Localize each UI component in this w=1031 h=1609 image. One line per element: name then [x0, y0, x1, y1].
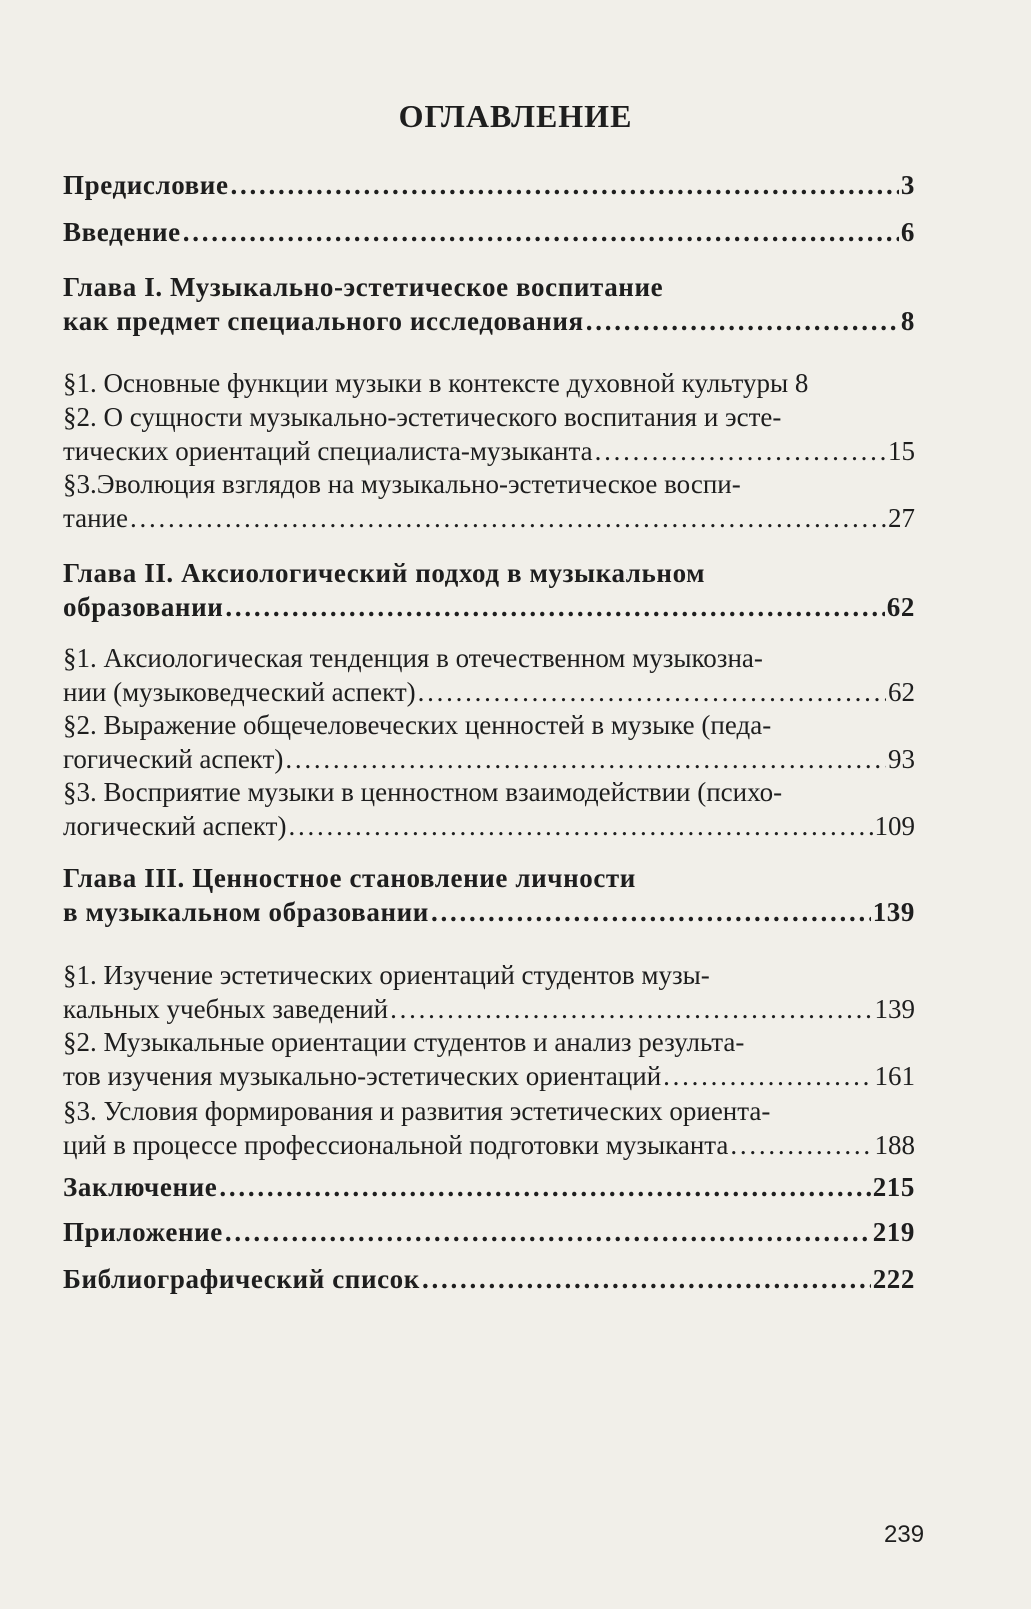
toc-entry-text: нии (музыковедческий аспект): [63, 677, 416, 707]
page-number: 239: [884, 1521, 925, 1548]
toc-entry: [63, 1170, 915, 1204]
toc-entry-text: §3. Восприятие музыки в ценностном взаимодействии (психо-: [63, 777, 783, 807]
toc-entry-text: §2. О сущности музыкально-эстетического воспитания и эсте-: [63, 402, 782, 432]
toc-page-number: 3: [900, 170, 915, 200]
toc-entry: [63, 467, 915, 535]
toc-entry-last-line: [63, 501, 915, 535]
dot-leader: [595, 434, 886, 468]
toc-entry: [63, 400, 915, 468]
toc-page-number: 8: [900, 306, 915, 336]
toc-entry-text: тание: [63, 503, 128, 533]
dot-leader: [586, 304, 899, 338]
toc-entry: [63, 556, 915, 624]
toc-entry: [63, 1094, 915, 1162]
toc-entry-text: тических ориентаций специалиста-музыканта: [63, 436, 593, 466]
toc-entry-last-line: [63, 434, 915, 468]
toc-page-number: 161: [874, 1061, 915, 1091]
toc-entry-last-line: [63, 168, 915, 202]
dot-leader: [390, 992, 872, 1026]
toc-page-number: 219: [872, 1217, 915, 1247]
toc-entry: [63, 215, 915, 249]
toc-entry-text: ций в процессе профессиональной подготовки музыканта: [63, 1130, 729, 1160]
toc-page-number: 139: [872, 897, 915, 927]
dot-leader: [183, 215, 899, 249]
toc-entry-text: Предисловие: [63, 170, 229, 200]
page-title: ОГЛАВЛЕНИЕ: [398, 98, 633, 134]
toc-entry-text: Заключение: [63, 1172, 218, 1202]
toc-entry-last-line: [63, 1170, 915, 1204]
toc-entry-last-line: [63, 742, 915, 776]
toc-page-number: 188: [874, 1130, 915, 1160]
toc-entry-text: образовании: [63, 592, 224, 622]
toc-entry: [63, 861, 915, 929]
toc-entry-text: §3. Условия формирования и развития эстетических ориента-: [63, 1096, 771, 1126]
toc-entry-text: гогический аспект): [63, 744, 284, 774]
toc-entry: [63, 775, 915, 843]
toc-entry: [63, 641, 915, 709]
toc-entry-text: §1. Основные функции музыки в контексте духовной культуры 8: [63, 368, 809, 398]
toc-entry-text: Введение: [63, 217, 181, 247]
toc-entry-text: логический аспект): [63, 811, 287, 841]
dot-leader: [288, 809, 872, 843]
toc-page-number: 62: [888, 677, 915, 707]
toc-entry-text: как предмет специального исследования: [63, 306, 584, 336]
toc-entry-text: §1. Аксиологическая тенденция в отечественном музыкозна-: [63, 643, 763, 673]
toc-entry: [63, 1215, 915, 1249]
dot-leader: [225, 1215, 871, 1249]
toc-entry-last-line: [63, 675, 915, 709]
toc-entry-text: тов изучения музыкально-эстетических ориентаций: [63, 1061, 662, 1091]
toc-page-number: 6: [900, 217, 915, 247]
toc-page-number: 62: [886, 592, 915, 622]
toc-entry-text: Приложение: [63, 1217, 223, 1247]
toc-entry: [63, 958, 915, 1026]
toc-entry: [63, 270, 915, 338]
toc-page-number: 27: [888, 503, 915, 533]
toc-entry-text: Глава III. Ценностное становление личности: [63, 863, 636, 893]
toc-page-number: 93: [888, 744, 915, 774]
dot-leader: [422, 1262, 871, 1296]
dot-leader: [663, 1059, 872, 1093]
toc-entry-text: §3.Эволюция взглядов на музыкально-эстетическое воспи-: [63, 469, 741, 499]
toc-entry-last-line: [63, 1128, 915, 1162]
toc-entry-last-line: [63, 809, 915, 843]
toc-entry-last-line: [63, 1059, 915, 1093]
toc-entry-text: кальных учебных заведений: [63, 994, 389, 1024]
dot-leader: [231, 168, 899, 202]
toc-entry-last-line: [63, 992, 915, 1026]
toc-entry-last-line: [63, 1262, 915, 1296]
toc-entry-text: §2. Выражение общечеловеческих ценностей в музыке (педа-: [63, 710, 772, 740]
dot-leader: [219, 1170, 870, 1204]
toc-page-number: 222: [872, 1264, 915, 1294]
toc-entry: [63, 168, 915, 202]
dot-leader: [285, 742, 886, 776]
toc-entry-text: Библиографический список: [63, 1264, 420, 1294]
toc-entry-text: Глава I. Музыкально-эстетическое воспитание: [63, 272, 664, 302]
dot-leader: [730, 1128, 872, 1162]
toc-page-number: 215: [872, 1172, 915, 1202]
toc-page-number: 139: [874, 994, 915, 1024]
toc-entry-text: §2. Музыкальные ориентации студентов и анализ результа-: [63, 1027, 745, 1057]
toc-entry-text: в музыкальном образовании: [63, 897, 429, 927]
toc-entry-last-line: [63, 895, 915, 929]
toc-entry-last-line: [63, 304, 915, 338]
toc-entry-last-line: [63, 1215, 915, 1249]
toc-entry: [63, 366, 915, 400]
toc-entry: [63, 708, 915, 776]
toc-entry-last-line: [63, 590, 915, 624]
toc-entry-text: §1. Изучение эстетических ориентаций студентов музы-: [63, 960, 710, 990]
dot-leader: [431, 895, 871, 929]
dot-leader: [418, 675, 886, 709]
dot-leader: [225, 590, 884, 624]
dot-leader: [130, 501, 886, 535]
toc-page-number: 15: [888, 436, 915, 466]
toc-entry-last-line: [63, 215, 915, 249]
toc-entry: [63, 1025, 915, 1093]
toc-entry-text: Глава II. Аксиологический подход в музыкальном: [63, 558, 706, 588]
toc-page-number: 109: [874, 811, 915, 841]
toc-entry: [63, 1262, 915, 1296]
